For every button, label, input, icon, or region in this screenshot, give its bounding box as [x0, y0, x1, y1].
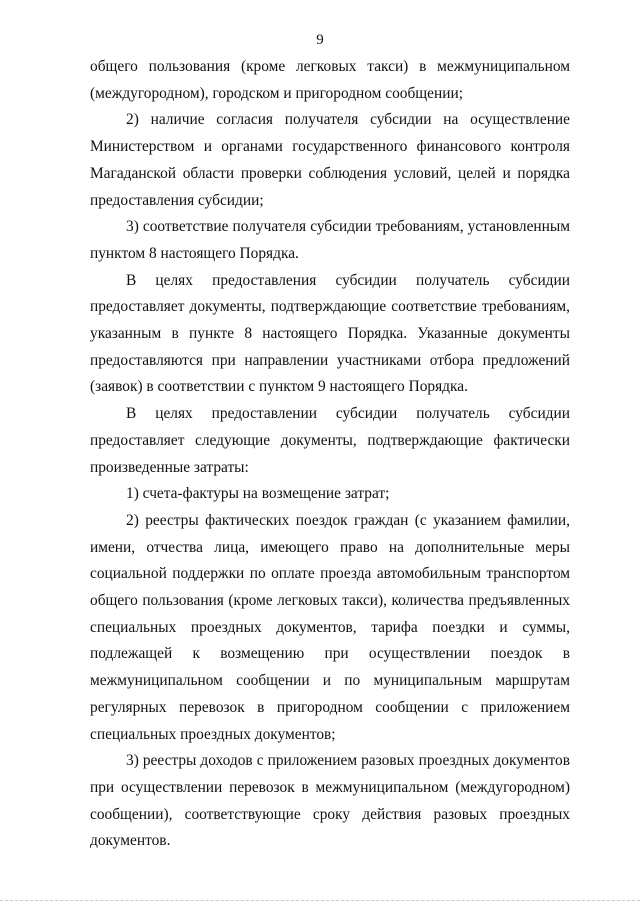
- paragraph-list-item-2: 2) реестры фактических поездок граждан (с указанием фамилии, имени, отчества лица, имеющего право на дополнительные меры социальной поддержки по оплате проезда автомобильным транспортом общего пользования (кроме легковых такси), количества предъявленных специальных проездных документов, тарифа поездки и суммы, подлежащей к возмещению при осуществлении поездок в межмуниципальном сообщении и по муниципальным маршрутам регулярных перевозок в пригородном сообщении с приложением специальных проездных документов;: [90, 511, 570, 743]
- paragraph-continuation: общего пользования (кроме легковых такси) в межмуниципальном (междугородном), городском и пригородном сообщении;: [90, 58, 570, 102]
- body-text: [90, 54, 570, 855]
- page-bottom-edge: [0, 900, 640, 901]
- paragraph-documents-costs: В целях предоставлении субсидии получатель субсидии предоставляет следующие документы, подтверждающие фактически произведенные затраты:: [90, 405, 570, 476]
- paragraph-list-item-1: 1) счета-фактуры на возмещение затрат;: [126, 485, 390, 503]
- paragraph-documents-requirements: В целях предоставления субсидии получатель субсидии предоставляет документы, подтверждающие соответствие требованиям, указанным в пункте 8 настоящего Порядка. Указанные документы предоставляются при направлении участниками отбора предложений (заявок) в соответствии с пунктом 9 настоящего Порядка.: [90, 271, 570, 396]
- paragraph-item-3: 3) соответствие получателя субсидии требованиям, установленным пунктом 8 настоящего Порядка.: [90, 218, 570, 262]
- paragraph-item-2: 2) наличие согласия получателя субсидии на осуществление Министерством и органами государственного финансового контроля Магаданской области проверки соблюдения условий, целей и порядка предоставления субсидии;: [90, 111, 570, 209]
- paragraph-list-item-3: 3) реестры доходов с приложением разовых проездных документов при осуществлении перевозок в межмуниципальном (междугородном) сообщении), соответствующие сроку действия разовых проездных документов.: [90, 752, 570, 850]
- page-number: 9: [316, 32, 324, 48]
